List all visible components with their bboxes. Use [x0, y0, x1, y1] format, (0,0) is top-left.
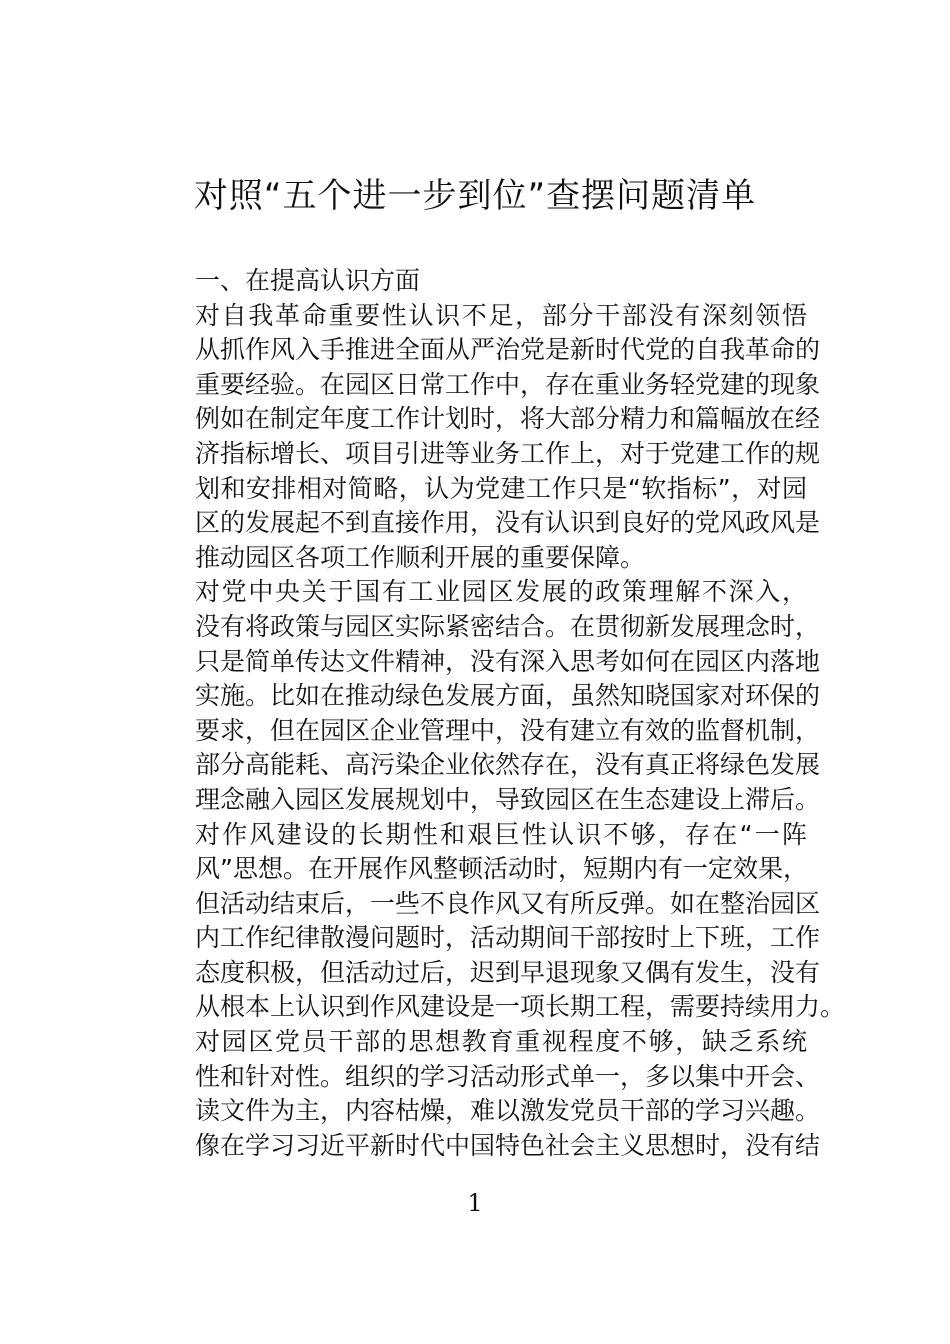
paragraph-line: 推动园区各项工作顺利开展的重要保障。 — [195, 542, 646, 572]
paragraph-line: 但活动结束后，一些不良作风又有所反弹。如在整治园区 — [195, 888, 821, 918]
section-heading: 一、在提高认识方面 — [195, 266, 421, 295]
page-number: 1 — [467, 1189, 483, 1217]
paragraph-line: 对作风建设的长期性和艰巨性认识不够，存在“一阵 — [195, 819, 807, 849]
paragraph-line: 区的发展起不到直接作用，没有认识到良好的党风政风是 — [195, 508, 821, 538]
paragraph-line: 风”思想。在开展作风整顿活动时，短期内有一定效果， — [195, 854, 808, 884]
paragraph-line: 划和安排相对简略，认为党建工作只是“软指标”，对园 — [195, 473, 807, 503]
paragraph-line: 从根本上认识到作风建设是一项长期工程，需要持续用力。 — [195, 992, 846, 1022]
paragraph-line: 重要经验。在园区日常工作中，存在重业务轻党建的现象 — [195, 369, 821, 399]
paragraph-line: 只是简单传达文件精神，没有深入思考如何在园区内落地 — [195, 646, 821, 676]
paragraph-line: 内工作纪律散漫问题时，活动期间干部按时上下班，工作 — [195, 923, 821, 953]
paragraph-1 — [145, 299, 821, 576]
paragraph-line: 实施。比如在推动绿色发展方面，虽然知晓国家对环保的 — [195, 681, 821, 711]
paragraph-line: 性和针对性。组织的学习活动形式单一，多以集中开会、 — [195, 1061, 821, 1091]
paragraph-line: 例如在制定年度工作计划时，将大部分精力和篇幅放在经 — [195, 404, 821, 434]
paragraph-line: 要求，但在园区企业管理中，没有建立有效的监督机制， — [195, 715, 821, 745]
paragraph-3 — [145, 818, 846, 1026]
paragraph-line: 对党中央关于国有工业园区发展的政策理解不深入， — [195, 577, 807, 607]
paragraph-line: 没有将政策与园区实际紧密结合。在贯彻新发展理念时， — [195, 611, 821, 641]
paragraph-line: 读文件为主，内容枯燥，难以激发党员干部的学习兴趣。 — [195, 1096, 821, 1126]
paragraph-line: 从抓作风入手推进全面从严治党是新时代党的自我革命的 — [195, 335, 821, 365]
paragraph-line: 对自我革命重要性认识不足，部分干部没有深刻领悟 — [195, 300, 807, 330]
document-body — [145, 264, 846, 1163]
paragraph-line: 态度积极，但活动过后，迟到早退现象又偶有发生，没有 — [195, 957, 821, 987]
paragraph-line: 对园区党员干部的思想教育重视程度不够，缺乏系统 — [195, 1027, 807, 1057]
document-title: 对照“五个进一步到位”查摆问题清单 — [193, 176, 757, 216]
paragraph-2 — [145, 575, 821, 817]
paragraph-4 — [145, 1025, 821, 1163]
paragraph-line: 济指标增长、项目引进等业务工作上，对于党建工作的规 — [195, 438, 821, 468]
paragraph-line: 部分高能耗、高污染企业依然存在，没有真正将绿色发展 — [195, 750, 821, 780]
paragraph-line: 像在学习习近平新时代中国特色社会主义思想时，没有结 — [195, 1130, 821, 1160]
paragraph-line: 理念融入园区发展规划中，导致园区在生态建设上滞后。 — [195, 784, 821, 814]
